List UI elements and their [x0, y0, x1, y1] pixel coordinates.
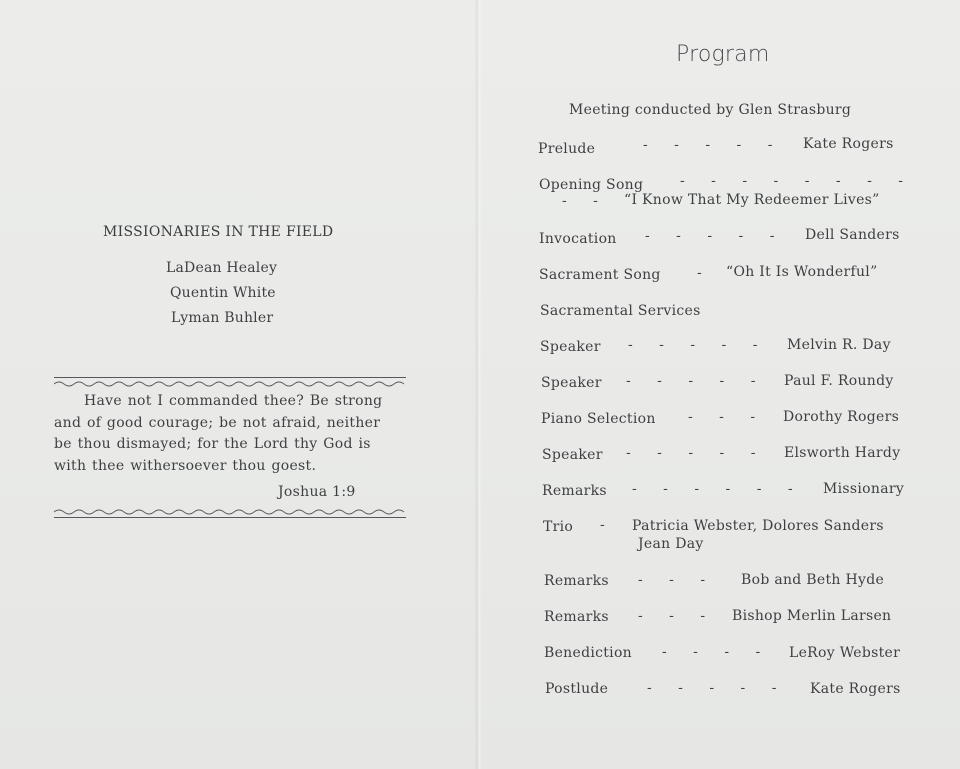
program-item-dashes: - - -: [638, 608, 717, 624]
program-item-dashes: - - - - -: [626, 373, 767, 389]
program-item-performer: Bob and Beth Hyde: [741, 572, 885, 588]
missionaries-heading: MISSIONARIES IN THE FIELD: [103, 224, 334, 240]
program-item-performer: Dell Sanders: [805, 227, 900, 243]
scripture-line: and of good courage; be not afraid, neither: [54, 414, 381, 431]
program-item-performer: Dorothy Rogers: [783, 409, 900, 425]
program-item-performer: Kate Rogers: [803, 136, 894, 152]
program-item-dashes: - - -: [688, 409, 767, 425]
program-item-performer: “Oh It Is Wonderful”: [726, 264, 878, 280]
program-item-label: Benediction: [544, 645, 633, 661]
program-item-performer: Kate Rogers: [810, 681, 901, 697]
program-item-label: Prelude: [538, 141, 596, 157]
program-item-label: Opening Song: [539, 177, 644, 193]
program-item-performer: LeRoy Webster: [789, 645, 901, 661]
program-item-dashes: - - - - -: [626, 445, 767, 461]
program-item-label: Remarks: [544, 573, 609, 589]
top-wave-border: [54, 380, 406, 388]
program-item-dashes: - - - - -: [643, 137, 784, 153]
conductor-line: Meeting conducted by Glen Strasburg: [569, 102, 852, 118]
program-item-label: Remarks: [542, 483, 607, 499]
bottom-rule: [54, 517, 406, 518]
program-item-dashes: - - - -: [662, 644, 772, 660]
scripture-line: with thee withersoever thou goest.: [54, 457, 317, 474]
program-item-label: Speaker: [541, 375, 602, 391]
program-item-performer: Paul F. Roundy: [784, 373, 894, 389]
program-item-label: Trio: [543, 519, 574, 535]
program-item-dashes: -: [697, 265, 713, 281]
program-title: Program: [676, 42, 770, 67]
program-item-label: Invocation: [539, 231, 617, 247]
scripture-passage: [54, 391, 410, 477]
program-item-label: Piano Selection: [541, 411, 656, 427]
scripture-reference: Joshua 1:9: [278, 484, 356, 500]
page-fold: [474, 0, 482, 769]
program-item-performer: Missionary: [823, 481, 905, 497]
program-item-label: Speaker: [540, 339, 601, 355]
program-item-label: Sacramental Services: [540, 303, 701, 319]
missionary-name: LaDean Healey: [166, 260, 278, 276]
program-item-dashes: - - - - - - - -: [680, 173, 914, 189]
program-item-performer: Bishop Merlin Larsen: [732, 608, 892, 624]
program-item-performer: Elsworth Hardy: [784, 445, 901, 461]
scripture-line: be thou dismayed; for the Lord thy God is: [54, 436, 371, 452]
program-item-performer-continued: Jean Day: [638, 536, 704, 552]
program-item-label: Remarks: [544, 609, 609, 625]
program-item-label: Postlude: [545, 681, 609, 697]
program-item-performer: “I Know That My Redeemer Lives”: [624, 192, 880, 208]
program-item-dashes: - - - - - -: [632, 481, 804, 497]
missionary-name: Quentin White: [170, 285, 276, 301]
scripture-line: Have not I commanded thee? Be strong: [84, 393, 383, 409]
missionary-name: Lyman Buhler: [171, 310, 274, 326]
program-item-dashes: - - - - -: [628, 337, 769, 353]
program-item-dashes: -: [600, 517, 616, 533]
program-item-dashes: - - -: [638, 572, 717, 588]
program-item-dashes: - - - - -: [647, 680, 788, 696]
bottom-wave-border: [54, 508, 406, 516]
program-item-performer: Patricia Webster, Dolores Sanders: [632, 518, 884, 534]
program-item-dashes: - - - - -: [645, 228, 786, 244]
program-item-label: Sacrament Song: [539, 267, 661, 283]
top-rule: [54, 377, 406, 378]
program-item-label: Speaker: [542, 447, 603, 463]
program-item-performer: Melvin R. Day: [787, 337, 891, 353]
program-item-continuation-dashes: - -: [562, 193, 609, 209]
